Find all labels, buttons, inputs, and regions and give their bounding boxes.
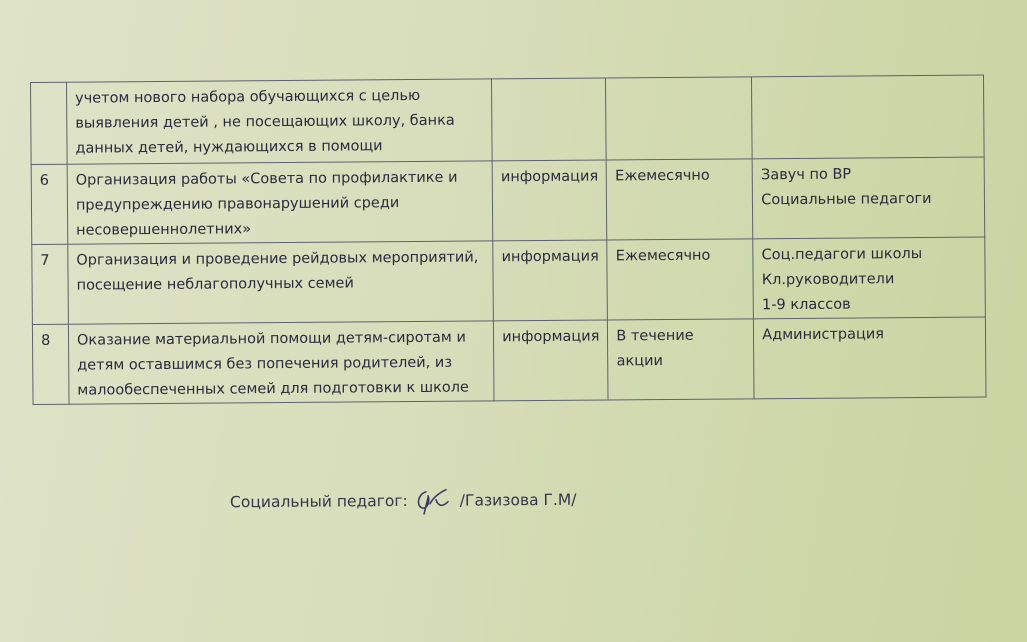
- table-row: [31, 75, 985, 164]
- table-row: [31, 157, 985, 244]
- table-row: [32, 237, 986, 324]
- report-form: информация: [492, 160, 607, 241]
- activity-text: Организация работы «Совета по профилактике и предупреждению правонарушений среди несовершеннолетних»: [67, 161, 493, 244]
- activity-text: учетом нового набора обучающихся с целью выявления детей , не посещающих школу, банка данных детей, нуждающихся в помощи: [66, 79, 492, 164]
- row-number: 8: [32, 324, 69, 404]
- report-form: [492, 78, 607, 161]
- deadline: В течение акции: [608, 319, 754, 400]
- activity-text: Оказание материальной помощи детям-сиротам и детям оставшимся без попечения родителей, из малообеспеченных семей для подготовки к школе: [68, 321, 494, 404]
- activity-text: Организация и проведение рейдовых мероприятий, посещение неблагополучных семей: [68, 241, 494, 324]
- plan-table-wrapper: [30, 75, 987, 405]
- responsible: Соц.педагоги школы Кл.руководители 1-9 классов: [753, 237, 985, 319]
- report-form: информация: [493, 240, 608, 321]
- report-form: информация: [494, 320, 609, 401]
- handwritten-signature-icon: [412, 486, 452, 516]
- responsible: Администрация: [754, 317, 986, 399]
- deadline: Ежемесячно: [607, 159, 753, 240]
- deadline: [606, 77, 753, 160]
- deadline: Ежемесячно: [607, 239, 753, 320]
- responsible: [752, 75, 984, 159]
- signature-label: Социальный педагог:: [229, 491, 408, 512]
- signature-name: /Газизова Г.М/: [459, 490, 577, 510]
- plan-table: [30, 75, 987, 405]
- signature-line: [230, 485, 577, 517]
- row-number: [31, 82, 68, 164]
- row-number: 6: [31, 164, 68, 244]
- row-number: 7: [32, 244, 69, 324]
- responsible: Завуч по ВР Социальные педагоги: [752, 157, 984, 239]
- table-row: [32, 317, 986, 404]
